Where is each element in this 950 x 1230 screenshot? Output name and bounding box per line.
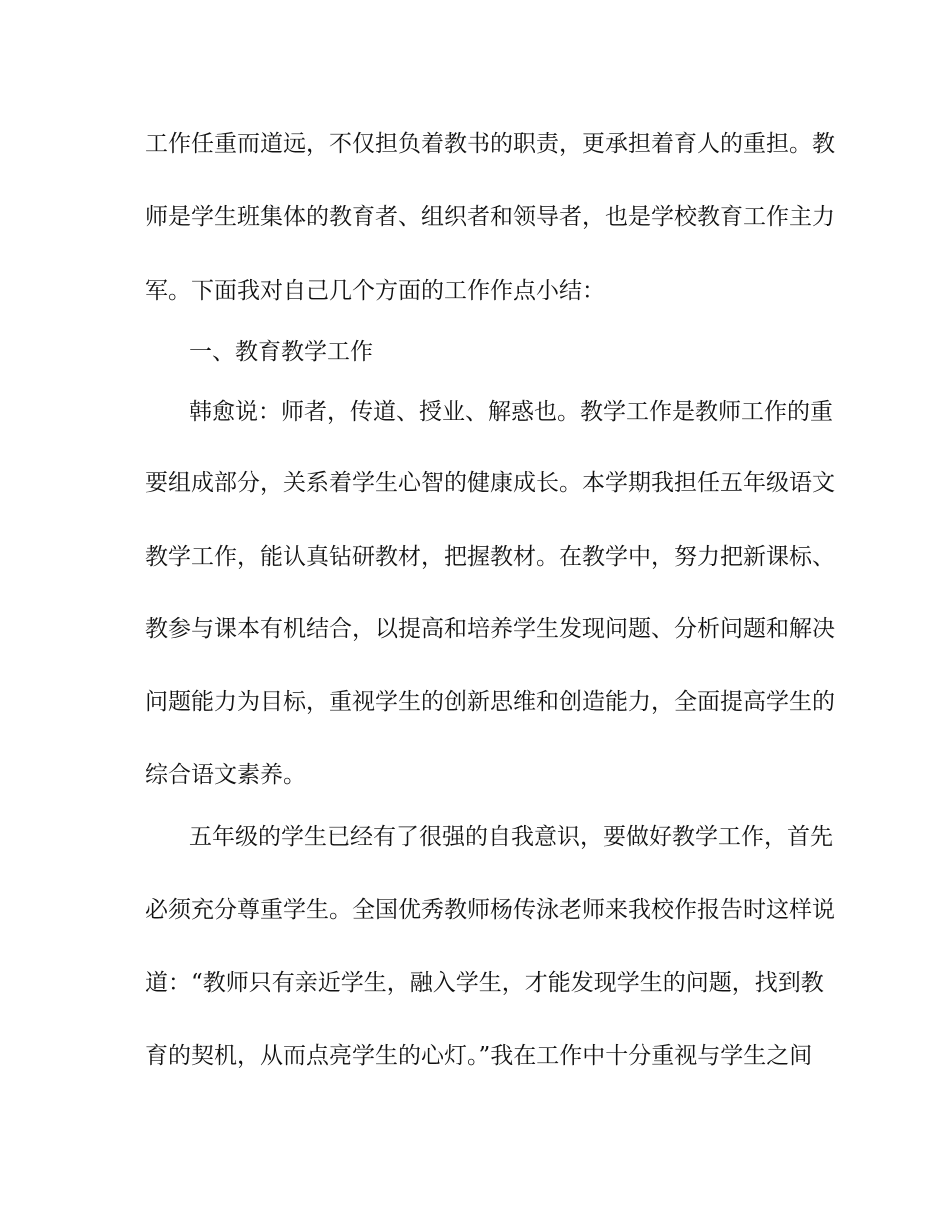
paragraph-1-line-2: 师是学生班集体的教育者、组织者和领导者，也是学校教育工作主力	[145, 204, 835, 230]
paragraph-2-line-1: 韩愈说：师者，传道、授业、解惑也。教学工作是教师工作的重	[189, 399, 833, 425]
paragraph-2-line-2: 要组成部分，关系着学生心智的健康成长。本学期我担任五年级语文	[145, 470, 835, 496]
paragraph-1-line-3: 军。下面我对自己几个方面的工作作点小结：	[145, 278, 605, 304]
paragraph-2-line-3: 教学工作，能认真钻研教材，把握教材。在教学中，努力把新课标、	[145, 544, 835, 570]
paragraph-1-line-1: 工作任重而道远，不仅担负着教书的职责，更承担着育人的重担。教	[145, 131, 835, 157]
paragraph-3-line-1: 五年级的学生已经有了很强的自我意识，要做好教学工作，首先	[189, 824, 833, 850]
paragraph-3-line-2: 必须充分尊重学生。全国优秀教师杨传泳老师来我校作报告时这样说	[145, 897, 835, 923]
paragraph-2-line-4: 教参与课本有机结合，以提高和培养学生发现问题、分析问题和解决	[145, 616, 835, 642]
paragraph-3-line-3: 道：“教师只有亲近学生，融入学生，才能发现学生的问题，找到教	[145, 970, 824, 996]
paragraph-3-line-4: 育的契机，从而点亮学生的心灯。”我在工作中十分重视与学生之间	[145, 1043, 813, 1069]
section-heading: 一、教育教学工作	[189, 339, 373, 365]
paragraph-2-line-5: 问题能力为目标，重视学生的创新思维和创造能力，全面提高学生的	[145, 689, 835, 715]
paragraph-2-line-6: 综合语文素养。	[145, 762, 306, 788]
